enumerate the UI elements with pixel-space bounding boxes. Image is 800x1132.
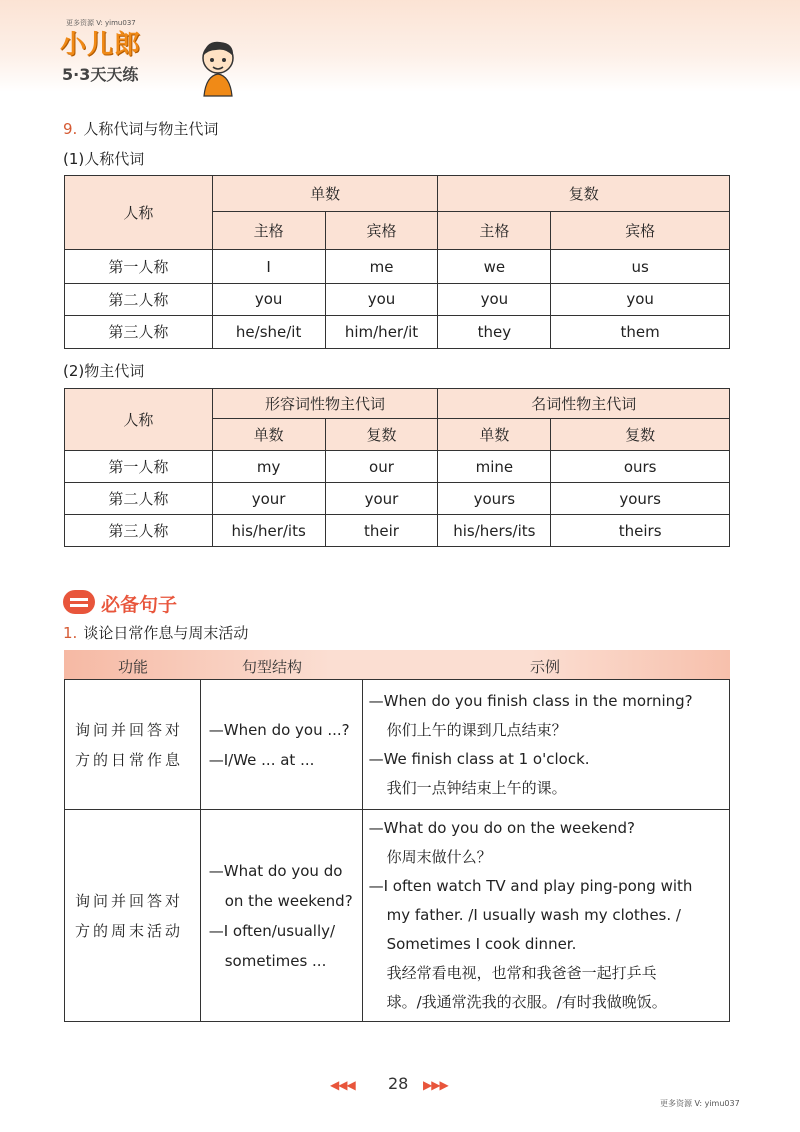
pattern-line: sometimes ... xyxy=(224,951,327,970)
table-cell: their xyxy=(325,515,438,547)
row-label: 第一人称 xyxy=(65,250,213,283)
header-pattern: 句型结构 xyxy=(242,658,303,676)
table-cell: they xyxy=(438,315,551,348)
example-translation: 你周末做什么？ xyxy=(386,848,492,866)
table-cell: your xyxy=(212,483,325,515)
row-label: 第二人称 xyxy=(65,283,213,315)
mascot-icon xyxy=(196,38,240,98)
logo-small-text: 更多资源 V: yimu037 xyxy=(66,19,136,27)
table-cell: theirs xyxy=(551,515,730,547)
example-cell xyxy=(362,810,729,1022)
example-line: —What do you do on the weekend? xyxy=(368,819,635,837)
subsection-personal-pronouns: (1)人称代词 xyxy=(63,150,145,168)
row-label: 第一人称 xyxy=(65,451,213,483)
table-row xyxy=(65,515,730,547)
table-row xyxy=(65,483,730,515)
header-function: 功能 xyxy=(118,658,149,676)
example-line: —When do you finish class in the morning? xyxy=(368,691,693,710)
section-title-text: 人称代词与物主代词 xyxy=(83,120,219,138)
section-badge-icon xyxy=(63,590,95,614)
table-row xyxy=(65,315,730,348)
function-line: 询问并回答对 xyxy=(75,720,184,739)
next-arrows-icon: ▶▶▶ xyxy=(423,1078,448,1092)
example-cell xyxy=(362,680,729,810)
logo xyxy=(52,18,182,88)
header-plural: 复数 xyxy=(325,419,438,451)
header-subjective: 主格 xyxy=(212,212,325,250)
table-cell: he/she/it xyxy=(212,315,325,348)
table-cell: your xyxy=(325,483,438,515)
example-line: my father. /I usually wash my clothes. / xyxy=(386,906,681,924)
section-1-title xyxy=(63,622,248,643)
function-cell xyxy=(65,810,201,1022)
table-cell: his/her/its xyxy=(212,515,325,547)
table-cell: him/her/it xyxy=(325,315,438,348)
pattern-line: —I/We ... at ... xyxy=(208,750,315,769)
example-translation: 球。/我通常洗我的衣服。/有时我做晚饭。 xyxy=(386,993,667,1011)
page-number: 28 xyxy=(388,1074,409,1093)
possessive-pronoun-table xyxy=(64,388,730,547)
table-cell: us xyxy=(551,250,730,283)
function-line: 方的日常作息 xyxy=(75,750,184,769)
table-cell: ours xyxy=(551,451,730,483)
function-line: 询问并回答对 xyxy=(75,891,184,910)
header-singular: 单数 xyxy=(212,419,325,451)
logo-sub-text: 5·3天天练 xyxy=(62,65,139,84)
header-objective: 宾格 xyxy=(325,212,438,250)
subsection-possessive-pronouns: (2)物主代词 xyxy=(63,362,145,380)
table-cell: mine xyxy=(438,451,551,483)
table-cell: my xyxy=(212,451,325,483)
table-row xyxy=(65,680,730,810)
header-adjectival: 形容词性物主代词 xyxy=(212,389,438,419)
function-cell xyxy=(65,680,201,810)
table-row xyxy=(65,283,730,315)
table-cell: we xyxy=(438,250,551,283)
table-cell: you xyxy=(212,283,325,315)
table-cell: yours xyxy=(551,483,730,515)
table-cell: them xyxy=(551,315,730,348)
section-title-text: 谈论日常作息与周末活动 xyxy=(83,624,249,642)
header-singular: 单数 xyxy=(212,176,438,212)
example-line: —We finish class at 1 o'clock. xyxy=(368,749,590,768)
table-cell: you xyxy=(551,283,730,315)
row-label: 第三人称 xyxy=(65,515,213,547)
table-cell: his/hers/its xyxy=(438,515,551,547)
section-number: 1. xyxy=(63,624,78,642)
pattern-cell xyxy=(200,680,362,810)
table-cell: you xyxy=(325,283,438,315)
pattern-line: on the weekend? xyxy=(224,891,353,910)
pattern-line: —What do you do xyxy=(208,861,343,880)
header-subjective: 主格 xyxy=(438,212,551,250)
logo-main-text: 小儿郎 xyxy=(60,30,142,60)
example-translation: 你们上午的课到几点结束？ xyxy=(386,720,567,739)
header-person: 人称 xyxy=(65,389,213,451)
header-plural: 复数 xyxy=(438,176,730,212)
pattern-line: —When do you ...? xyxy=(208,720,350,739)
header-person: 人称 xyxy=(65,176,213,250)
row-label: 第二人称 xyxy=(65,483,213,515)
watermark: 更多资源 V: yimu037 xyxy=(660,1099,740,1108)
header-singular: 单数 xyxy=(438,419,551,451)
sentence-table-header xyxy=(64,650,730,679)
section-number: 9. xyxy=(63,120,78,138)
banner-title: 必备句子 xyxy=(101,594,178,616)
table-cell: our xyxy=(325,451,438,483)
sentence-table xyxy=(64,679,730,1022)
pattern-cell xyxy=(200,810,362,1022)
table-cell: yours xyxy=(438,483,551,515)
row-label: 第三人称 xyxy=(65,315,213,348)
table-row xyxy=(65,250,730,283)
example-line: —I often watch TV and play ping-pong with xyxy=(368,877,693,895)
table-row xyxy=(65,810,730,1022)
example-line: Sometimes I cook dinner. xyxy=(386,935,577,953)
personal-pronoun-table xyxy=(64,175,730,349)
table-cell: you xyxy=(438,283,551,315)
prev-arrows-icon: ◀◀◀ xyxy=(330,1078,355,1092)
header-nominal: 名词性物主代词 xyxy=(438,389,730,419)
example-translation: 我经常看电视，也常和我爸爸一起打乒乓 xyxy=(386,964,657,982)
table-cell: me xyxy=(325,250,438,283)
table-row xyxy=(65,451,730,483)
header-example: 示例 xyxy=(530,658,561,676)
header-plural: 复数 xyxy=(551,419,730,451)
pattern-line: —I often/usually/ xyxy=(208,921,336,940)
function-line: 方的周末活动 xyxy=(75,921,184,940)
table-cell: I xyxy=(212,250,325,283)
header-objective: 宾格 xyxy=(551,212,730,250)
example-translation: 我们一点钟结束上午的课。 xyxy=(386,778,567,797)
section-9-title xyxy=(63,118,218,139)
